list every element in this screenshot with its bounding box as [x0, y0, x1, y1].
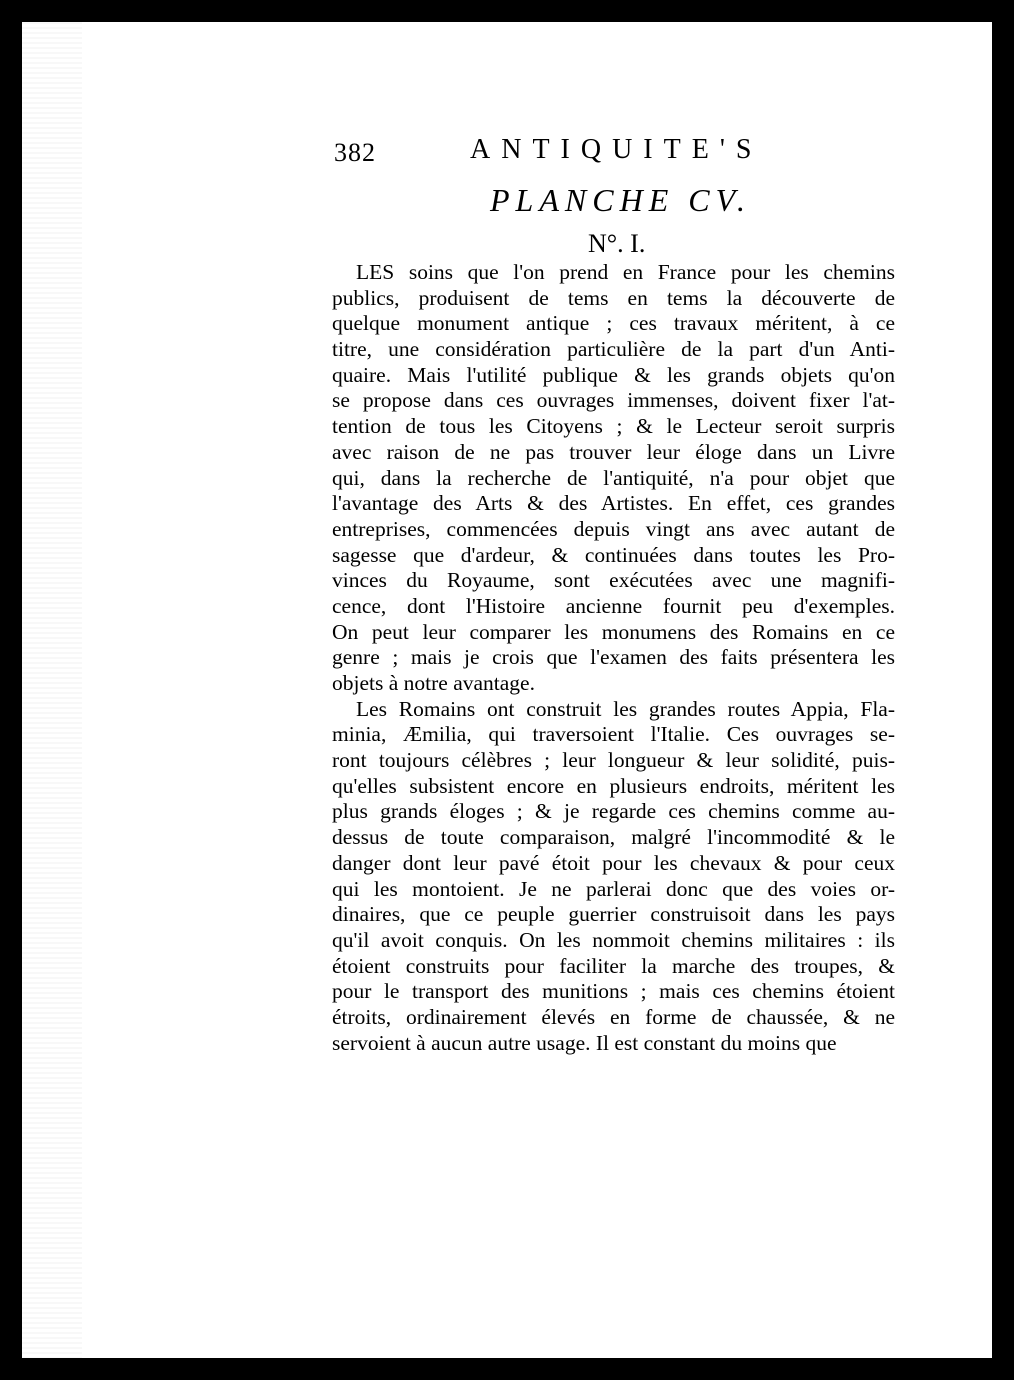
plate-title: PLANCHE CV. [490, 182, 751, 218]
text-line: publics, produisent de tems en tems la découverte de [332, 285, 895, 310]
scan-edge-shadow [22, 22, 82, 1358]
page-number: 382 [334, 138, 376, 167]
text-line: minia, Æmilia, qui traversoient l'Italie. Ces ouvrages se- [332, 722, 895, 747]
text-line: genre ; mais je crois que l'examen des faits présentera les [332, 645, 895, 670]
text-line: étoient construits pour faciliter la marche des troupes, & [332, 953, 895, 978]
text-line: On peut leur comparer les monumens des Romains en ce [332, 619, 895, 644]
text-line: tention de tous les Citoyens ; & le Lecteur seroit surpris [332, 414, 895, 439]
text-line: dessus de toute comparaison, malgré l'incommodité & le [332, 825, 895, 850]
text-line: titre, une considération particulière de la part d'un Anti- [332, 337, 895, 362]
text-line: ront toujours célèbres ; leur longueur & leur solidité, puis- [332, 748, 895, 773]
text-line: pour le transport des munitions ; mais ces chemins étoient [332, 979, 895, 1004]
text-line: étroits, ordinairement élevés en forme de chaussée, & ne [332, 1004, 895, 1029]
text-line: Les Romains ont construit les grandes routes Appia, Fla- [356, 696, 895, 721]
text-line: dinaires, que ce peuple guerrier construisoit dans les pays [332, 902, 895, 927]
text-line: quaire. Mais l'utilité publique & les grands objets qu'on [332, 362, 895, 387]
text-line: qui les montoient. Je ne parlerai donc que des voies or- [332, 876, 895, 901]
text-line: vinces du Royaume, sont exécutées avec une magnifi- [332, 568, 895, 593]
text-line: objets à notre avantage. [332, 671, 535, 695]
text-line: cence, dont l'Histoire ancienne fournit peu d'exemples. [332, 593, 895, 618]
plate-number: N°. I. [588, 229, 646, 258]
text-line: danger dont leur pavé étoit pour les chevaux & pour ceux [332, 850, 895, 875]
text-line: qu'elles subsistent encore en plusieurs endroits, méritent les [332, 773, 895, 798]
text-line: qu'il avoit conquis. On les nommoit chemins militaires : ils [332, 927, 895, 952]
text-line: avec raison de ne pas trouver leur éloge dans un Livre [332, 439, 895, 464]
text-line: plus grands éloges ; & je regarde ces chemins comme au- [332, 799, 895, 824]
book-page [22, 22, 992, 1358]
text-line: LES soins que l'on prend en France pour les chemins [356, 260, 895, 284]
running-title: ANTIQUITE'S [470, 134, 763, 165]
page-header [334, 134, 764, 174]
text-line: quelque monument antique ; ces travaux méritent, à ce [332, 311, 895, 336]
text-line: sagesse que d'ardeur, & continuées dans toutes les Pro- [332, 542, 895, 567]
text-line: entreprises, commencées depuis vingt ans avec autant de [332, 516, 895, 541]
text-line: l'avantage des Arts & des Artistes. En effet, ces grandes [332, 491, 895, 516]
text-line: servoient à aucun autre usage. Il est constant du moins que [332, 1030, 837, 1055]
text-line: qui, dans la recherche de l'antiquité, n'a pour objet que [332, 465, 895, 490]
text-line: se propose dans ces ouvrages immenses, doivent fixer l'at- [332, 388, 895, 413]
body-text [332, 260, 895, 1056]
